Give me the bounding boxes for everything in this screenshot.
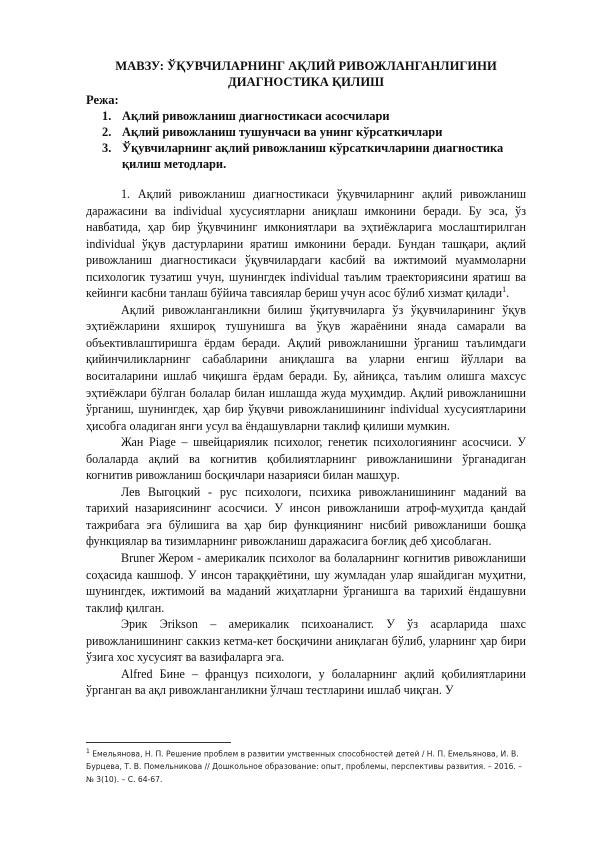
plan-item-text: Ўқувчиларнинг ақлий ривожланиш кўрсаткичларини диагностика қилиш методлари.	[122, 141, 504, 171]
paragraph-3: Жан Piage – швейцариялик психолог, генетик психологиянинг асосчиси. У болаларда ақлий ва когнитив қобилиятларнинг ривожланишини ўрганадиган когнитив ривожланиш босқичлари назарияси билан машҳур.	[86, 435, 526, 483]
plan-item	[102, 108, 532, 124]
plan-item	[102, 140, 532, 172]
paragraph-1-text: 1. Ақлий ривожланиш диагностикаси ўқувчиларнинг ақлий ривожланиш даражасини ва individual хусусиятларни аниқлаш имконини беради. Бу эса, ўз навбатида, ҳар бир ўқувчининг имкониятлари ва эҳтиёжларига мослаштирилган individual ўқув дастурларини яратиш имконини беради. Бундан ташқари, ақлий ривожланиш диагностикаси ўқувчилардаги касбий ва ижтимоий муаммоларни психологик тузатиш учун, шунингдек individual таълим траекториясини яратиш ва кейинги касбни танлаш бўйича тавсиялар бериш учун асос бўлиб хизмат қилади	[86, 187, 526, 301]
paragraph-2: Ақлий ривожланганликни билиш ўқитувчиларга ўз ўқувчиларининг ўқув эҳтиёжларини яхшироқ тушунишга ва ўқув жараёнини янада самарали ва объективлаштиришга ёрдам беради. Ақлий ривожланишни ўрганиш таълимдаги қийинчиликларнинг сабабларини аниқлашга ва уларни енгиш йўллари ва воситаларини ишлаб чиқишга ёрдам беради. Бу, айниқса, таълим олишга махсус эҳтиёжлари бўлган болалар билан ишлашда жуда муҳимдир. Ақлий ривожланишни ўрганиш, шунингдек, ҳар бир ўқувчи ривожланишининг individual хусусиятларини ҳисобга оладиган янги усул ва ёндашувларни таклиф қилиши мумкин.	[86, 302, 526, 433]
document-title: МАВЗУ: ЎҚУВЧИЛАРНИНГ АҚЛИЙ РИВОЖЛАНГАНЛИГИНИ ДИАГНОСТИКА ҚИЛИШ	[115, 59, 497, 89]
footnote-reference: 1	[502, 285, 507, 295]
footnote-text: Емельянова, Н. П. Решение проблем в развитии умственных способностей детей / Н. П. Емельянова, И. В. Бурцева, Т. В. Помельникова // Дошкольное образование: опыт, проблемы, перспективы развития. – 2016. – № 3(10). – С. 64-67.	[86, 749, 523, 784]
plan-item-text: Ақлий ривожланиш диагностикаси асосчилари	[122, 109, 390, 123]
paragraph-5: Bruner Жером - америкалик психолог ва болаларнинг когнитив ривожланиши соҳасида кашшоф. У инсон тараққиётини, шу жумладан улар яшайдиган муҳитни, шунингдек, ижтимоий ва маданий жиҳатларни ўрганишга ва тарихий ёндашувни таклиф қилган.	[86, 551, 526, 615]
footnote	[86, 746, 531, 786]
plan-item-number: 1.	[102, 109, 112, 123]
footnote-number: 1	[86, 748, 90, 755]
paragraph-6: Эрик Эrikson – америкалик психоаналист. У ўз асарларида шахс ривожланишининг саккиз кетма-кет босқичини аниқлаган бўлиб, уларнинг ҳар бири ўзига хос хусусият ва вазифаларга эга.	[86, 617, 526, 665]
paragraph-4: Лев Выгоцкий - рус психологи, психика ривожланишининг маданий ва тарихий назариясининг асосчиси. У инсон ривожланиши атроф-муҳитда қандай тажрибага эга бўлишига ва ҳар бир функциянинг нисбий ривожланиши бошқа функциялар ва тизимларнинг ривожланиш даражасига боғлиқ деб ҳисоблаган.	[86, 484, 526, 549]
plan-list	[102, 108, 532, 172]
plan-item	[102, 124, 532, 140]
plan-item-number: 3.	[102, 141, 112, 155]
plan-label: Режа:	[86, 93, 119, 107]
footnote-divider	[86, 742, 231, 743]
paragraph-7: Alfred Бине – француз психологи, у болаларнинг ақлий қобилиятларини ўрганган ва ақл ривожланганликни ўлчаш тестларини ишлаб чиқган. У	[86, 666, 526, 698]
paragraph-1-end: .	[506, 286, 510, 301]
plan-item-number: 2.	[102, 125, 112, 139]
document-body	[86, 186, 526, 699]
plan-item-text: Ақлий ривожланиш тушунчаси ва унинг кўрсаткичлари	[122, 125, 443, 139]
paragraph-1	[86, 186, 526, 302]
